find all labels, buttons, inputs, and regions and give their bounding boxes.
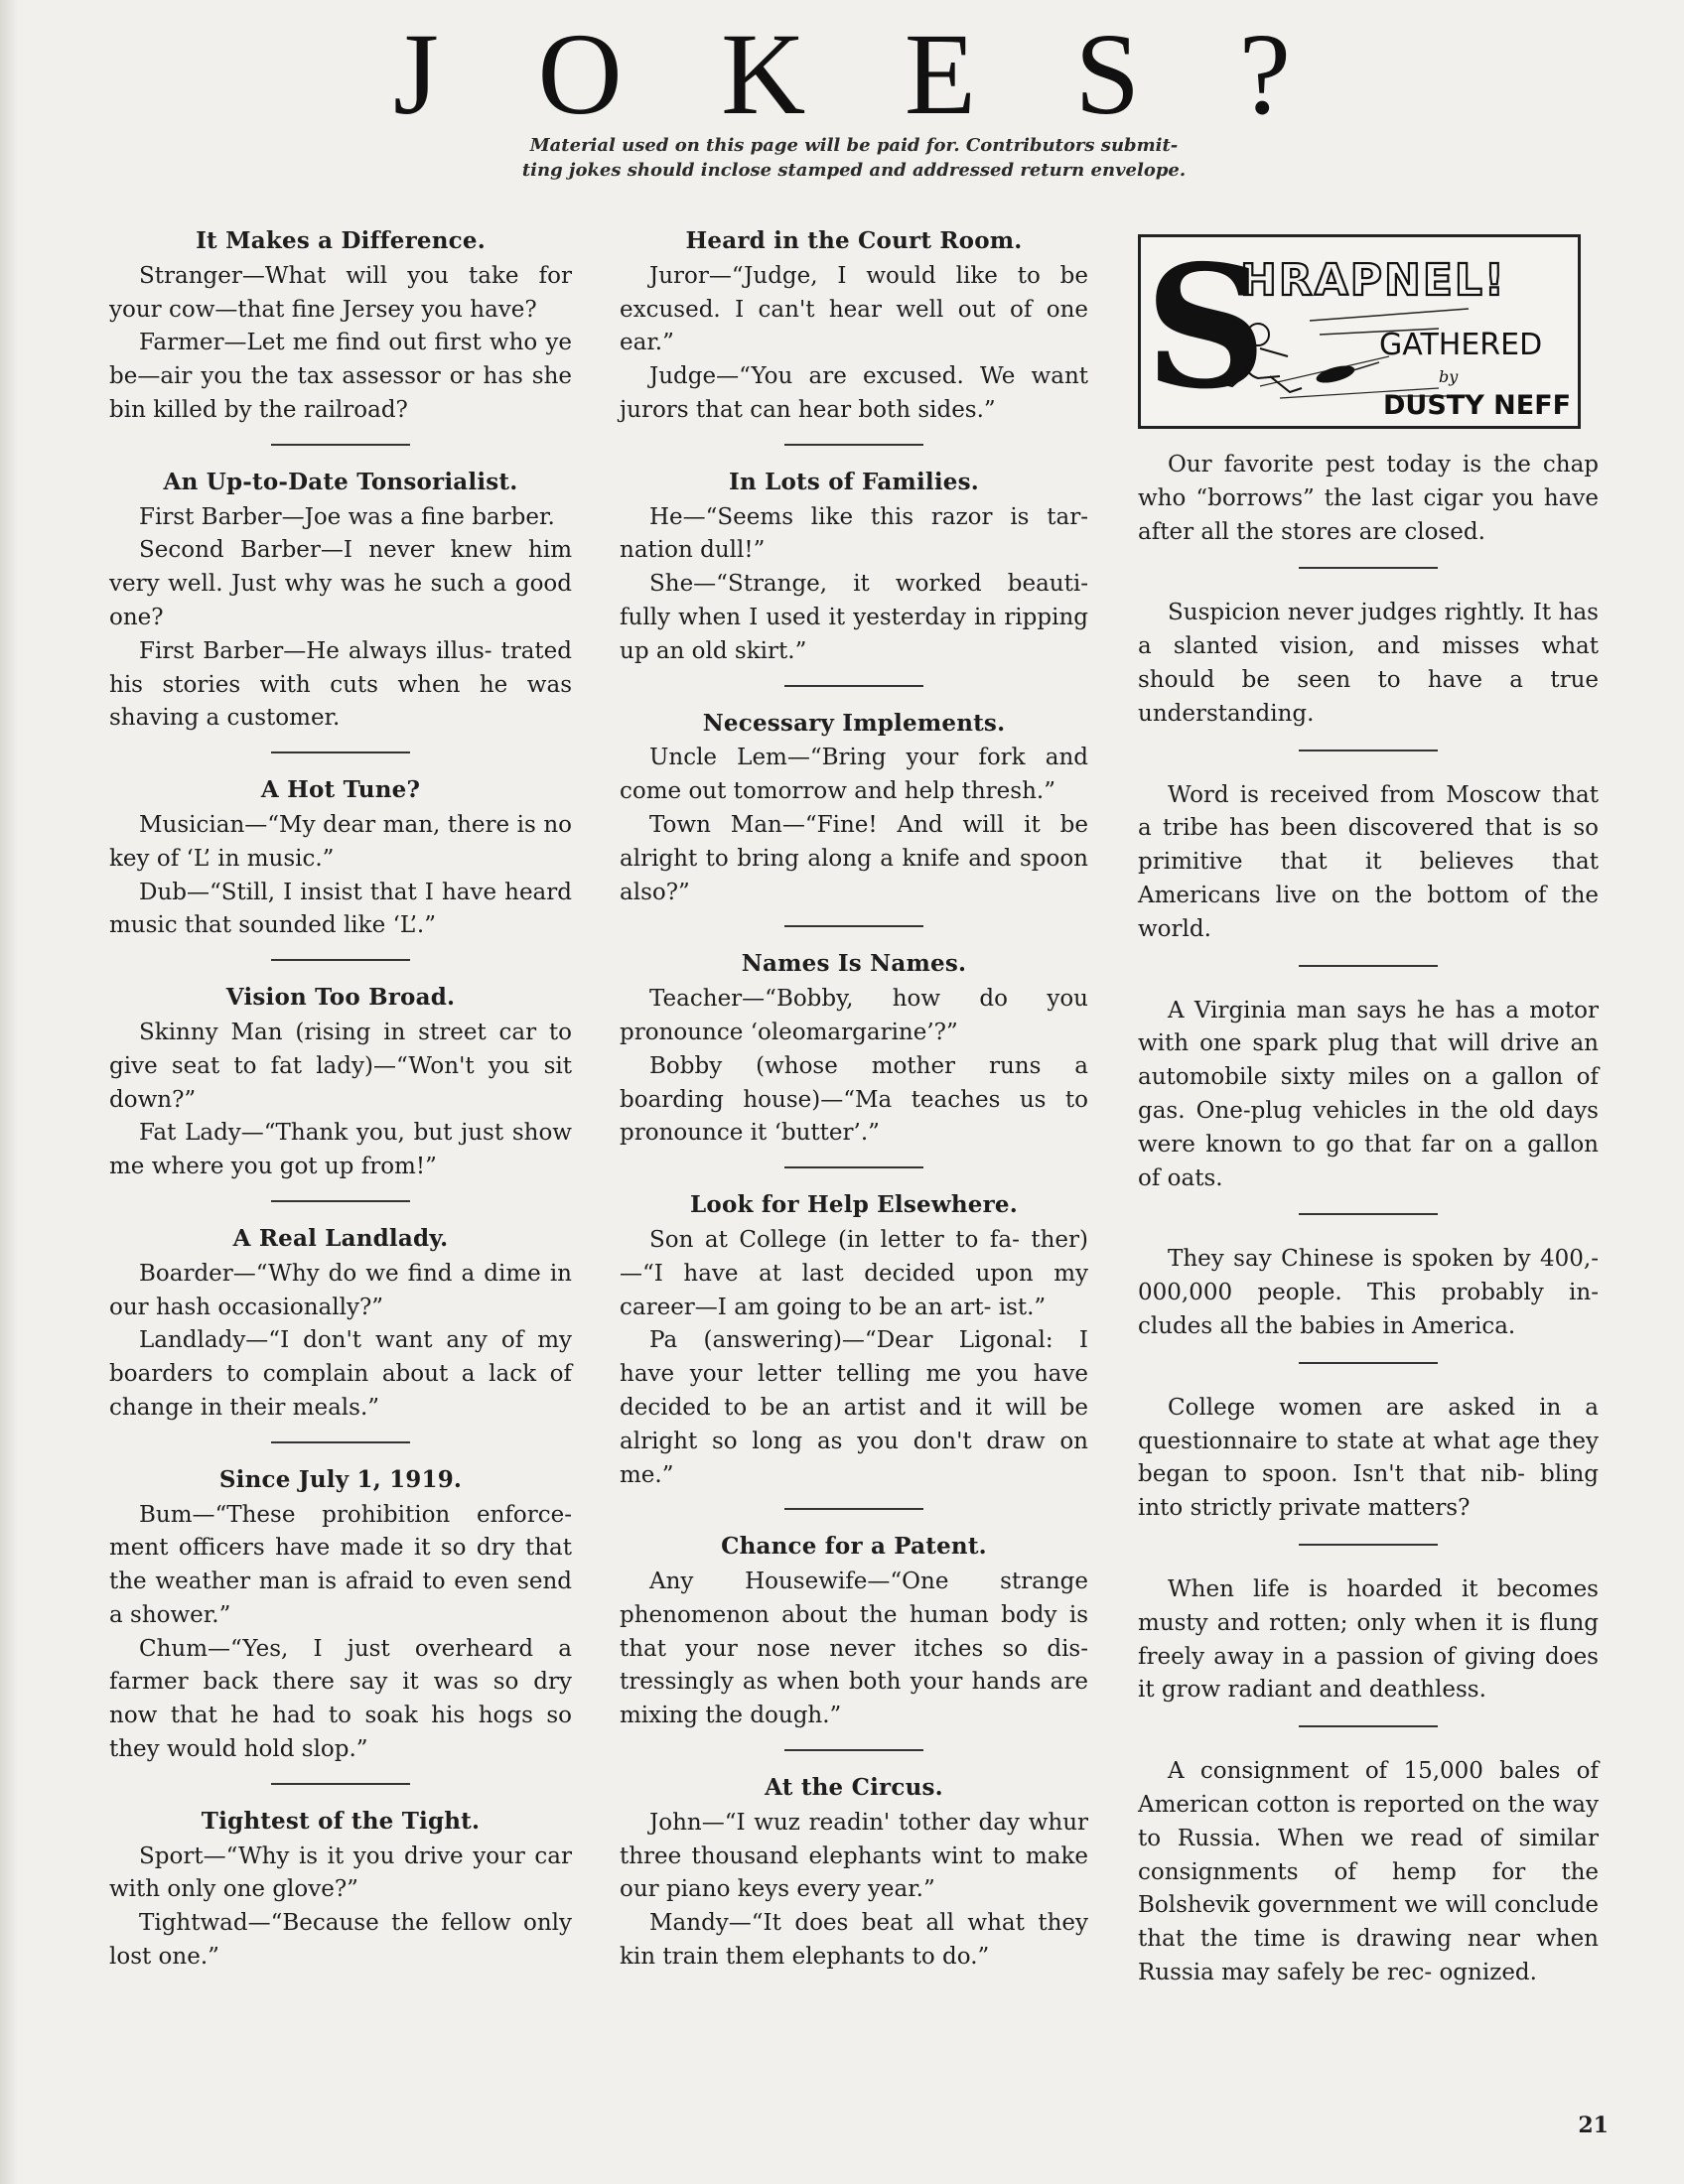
divider [1299,1362,1438,1364]
shrapnel-banner [1138,234,1581,429]
joke [109,224,572,428]
joke-title: Chance for a Patent. [721,1533,987,1561]
joke-line: Judge—“You are excused. We want jurors that can hear both sides.” [620,363,1088,423]
joke [109,1463,572,1767]
joke-title: Look for Help Elsewhere. [690,1191,1018,1219]
divider [1299,1213,1438,1215]
joke-line: Landlady—“I don't want any of my boarders to complain about a lack of change in their meals.” [109,1327,572,1421]
joke-line: Town Man—“Fine! And will it be alright to bring along a knife and spoon also?” [620,811,1088,905]
joke-title: Since July 1, 1919. [218,1465,463,1493]
joke-line: Farmer—Let me find out first who ye be—air you the tax assessor or has she bin killed by the railroad? [109,330,572,423]
joke-title: A Hot Tune? [260,776,421,804]
joke-line: Bum—“These prohibition enforce- ment officers have made it so dry that the weather man is afraid to even send a shower.” [109,1501,572,1628]
joke [620,224,1088,428]
joke-title: Tightest of the Tight. [201,1807,481,1835]
shrapnel-item: Word is received from Moscow that a tribe has been discovered that is so primitive that it believes that Americans live on the bottom of the world. [1138,781,1599,942]
shrapnel-column [1138,234,1599,1990]
joke [109,981,572,1184]
joke-title: At the Circus. [765,1774,943,1802]
page-number: 21 [1578,2113,1609,2138]
joke-title: Vision Too Broad. [225,984,456,1012]
joke-line: First Barber—He always illus- trated his stories with cuts when he was shaving a customer. [109,637,572,732]
joke-line: Chum—“Yes, I just overheard a farmer back there say it was so dry now that he had to soak his hogs so they would hold slop.” [109,1635,572,1763]
joke [620,947,1088,1151]
shell-icon [1315,362,1379,386]
banner-big-letter: S [1145,237,1267,426]
shrapnel-item: A Virginia man says he has a motor with one spark plug that will drive an automobile sixty miles on a gallon of gas. One-plug vehicles in the old days were known to go that far on a gallon of oats. [1138,997,1599,1191]
shrapnel-item: They say Chinese is spoken by 400,- 000,000 people. This probably in- cludes all the babies in America. [1138,1246,1599,1339]
joke-title: An Up-to-Date Tonsorialist. [163,468,518,495]
divider [271,1200,410,1202]
page-title: J O K E S ? [393,9,1291,139]
joke-line: Juror—“Judge, I would like to be excused. I can't hear well out of one ear.” [620,262,1088,356]
joke-line: Teacher—“Bobby, how do you pronounce ‘oleomargarine’?” [620,986,1088,1045]
joke-line: She—“Strange, it worked beauti- fully when I used it yesterday in ripping up an old skirt.” [620,571,1088,664]
joke [620,1771,1088,1975]
joke-title: It Makes a Difference. [196,227,486,254]
joke-line: Son at College (in letter to fa- ther)—“I have at last decided upon my career—I am going to be an art- ist.” [620,1226,1088,1320]
joke [109,1805,572,1975]
banner-title: HRAPNEL! [1240,255,1506,306]
joke-title: Heard in the Court Room. [685,227,1023,254]
joke [620,707,1088,910]
jokes-column-left [109,224,572,1975]
joke [620,466,1088,669]
joke-line: Any Housewife—“One strange phenomenon about the human body is that your nose never itches so dis- tressingly as when both your hands are mixing the dough.” [620,1569,1088,1729]
notice-line-2: ting jokes should inclose stamped and addressed return envelope. [521,160,1187,181]
joke-line: Sport—“Why is it you drive your car with only one glove?” [109,1843,572,1903]
divider [271,1783,410,1785]
joke-line: Uncle Lem—“Bring your fork and come out tomorrow and help thresh.” [620,745,1088,805]
shrapnel-item: A consignment of 15,000 bales of American cotton is reported on the way to Russia. When we read of similar consignments of hemp for the Bolshevik government we will conclude that the time is drawing near when Russia may safely be rec- ognized. [1138,1758,1599,1985]
divider [271,751,410,753]
divider [271,444,410,446]
joke-line: Mandy—“It does beat all what they kin train them elephants to do.” [620,1910,1088,1971]
divider [784,1508,923,1510]
joke-line: Pa (answering)—“Dear Ligonal: I have your letter telling me you have decided to be an artist and it will be alright so long as you don't draw on me.” [620,1327,1088,1488]
joke [620,1188,1088,1492]
joke [109,773,572,943]
joke [109,466,572,736]
joke [109,1222,572,1426]
divider [784,1749,923,1751]
divider [784,1166,923,1168]
shrapnel-item: When life is hoarded it becomes musty and rotten; only when it is flung freely away in a passion of giving does it grow radiant and deathless. [1138,1575,1599,1704]
joke-line: He—“Seems like this razor is tar- nation dull!” [620,503,1088,564]
banner-gathered: GATHERED [1379,328,1543,362]
shrapnel-item: Suspicion never judges rightly. It has a slanted vision, and misses what should be seen to have a true understanding. [1138,600,1599,727]
divider [1299,750,1438,751]
shrapnel-item: College women are asked in a questionnaire to state at what age they began to spoon. Isn't that nib- bling into strictly private matters? [1138,1394,1599,1522]
joke-line: Dub—“Still, I insist that I have heard music that sounded like ‘L’.” [109,879,572,939]
scan-edge-shadow [0,0,18,2184]
joke-title: In Lots of Families. [729,468,979,495]
joke-line: First Barber—Joe was a fine barber. [139,503,555,530]
joke-line: Musician—“My dear man, there is no key of ‘L’ in music.” [109,811,572,872]
joke-line: Tightwad—“Because the fellow only lost one.” [109,1910,572,1971]
banner-by: by [1439,367,1459,386]
divider [1299,567,1438,569]
joke-line: Stranger—What will you take for your cow—that fine Jersey you have? [109,262,572,323]
divider [784,925,923,927]
shrapnel-item: Our favorite pest today is the chap who “borrows” the last cigar you have after all the stores are closed. [1138,452,1599,545]
joke-line: Boarder—“Why do we find a dime in our hash occasionally?” [109,1260,572,1320]
joke [620,1530,1088,1733]
joke-title: A Real Landlady. [232,1224,449,1252]
divider [784,444,923,446]
divider [271,1441,410,1443]
banner-author: DUSTY NEFF [1383,390,1572,421]
joke-line: Bobby (whose mother runs a boarding house)—“Ma teaches us to pronounce it ‘butter’.” [620,1052,1088,1147]
divider [1299,1544,1438,1546]
joke-line: Second Barber—I never knew him very well. Just why was he such a good one? [109,537,572,630]
joke-line: Skinny Man (rising in street car to give seat to fat lady)—“Won't you sit down?” [109,1019,572,1113]
contributor-notice [487,133,1221,183]
joke-line: John—“I wuz readin' tother day whur three thousand elephants wint to make our piano keys every year.” [620,1809,1088,1903]
joke-title: Names Is Names. [741,950,967,978]
divider [784,685,923,687]
shrapnel-illustration [1141,237,1578,426]
divider [1299,1725,1438,1727]
joke-title: Necessary Implements. [702,709,1006,737]
divider [271,959,410,961]
divider [1299,965,1438,967]
notice-line-1: Material used on this page will be paid for. Contributors submit- [529,135,1179,156]
jokes-column-middle [620,224,1088,1975]
joke-line: Fat Lady—“Thank you, but just show me where you got up from!” [109,1120,572,1180]
